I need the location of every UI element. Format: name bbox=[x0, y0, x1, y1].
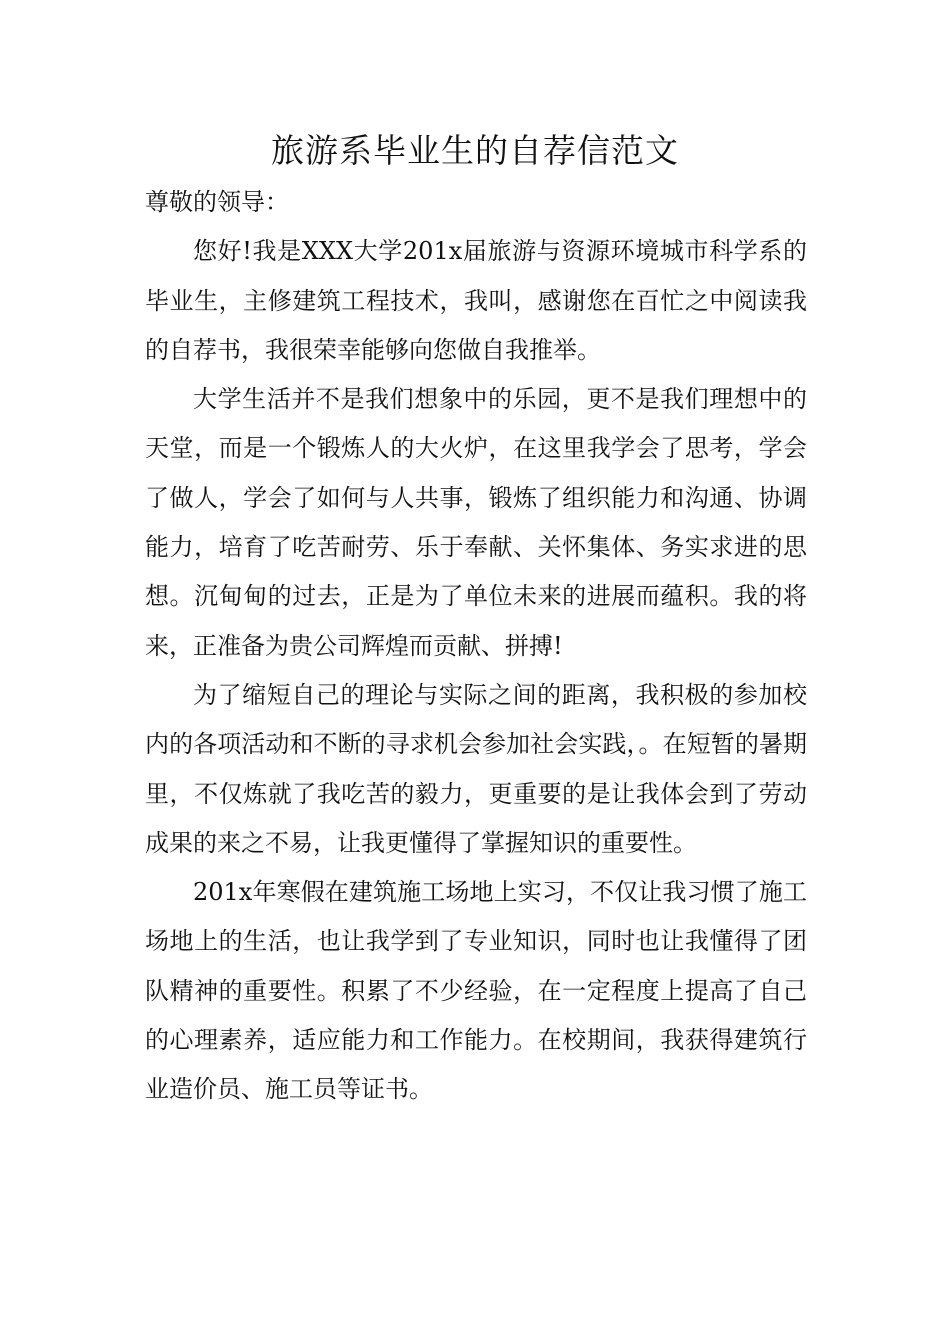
document-title: 旅游系毕业生的自荐信范文 bbox=[271, 131, 679, 170]
letter-body bbox=[145, 178, 807, 1115]
paragraph-practice: 为了缩短自己的理论与实际之间的距离，我积极的参加校内的各项活动和不断的寻求机会参加社会实践，。在短暂的暑期里，不仅炼就了我吃苦的毅力，更重要的是让我体会到了劳动成果的来之不易，让我更懂得了掌握知识的重要性。 bbox=[145, 680, 807, 857]
paragraph-internship: 201x年寒假在建筑施工场地上实习，不仅让我习惯了施工场地上的生活，也让我学到了专业知识，同时也让我懂得了团队精神的重要性。积累了不少经验，在一定程度上提高了自己的心理素养，适应能力和工作能力。在校期间，我获得建筑行业造价员、施工员等证书。 bbox=[145, 878, 807, 1104]
paragraph-greeting: 您好!我是XXX大学201x届旅游与资源环境城市科学系的毕业生，主修建筑工程技术，我叫，感谢您在百忙之中阅读我的自荐书，我很荣幸能够向您做自我推举。 bbox=[145, 237, 807, 364]
paragraph-college-life: 大学生活并不是我们想象中的乐园，更不是我们理想中的天堂，而是一个锻炼人的大火炉，在这里我学会了思考，学会了做人，学会了如何与人共事，锻炼了组织能力和沟通、协调能力，培育了吃苦耐劳、乐于奉献、关怀集体、务实求进的思想。沉甸甸的过去，正是为了单位未来的进展而蕴积。我的将来，正准备为贵公司辉煌而贡献、拼搏! bbox=[145, 385, 807, 660]
salutation: 尊敬的领导： bbox=[145, 188, 289, 216]
